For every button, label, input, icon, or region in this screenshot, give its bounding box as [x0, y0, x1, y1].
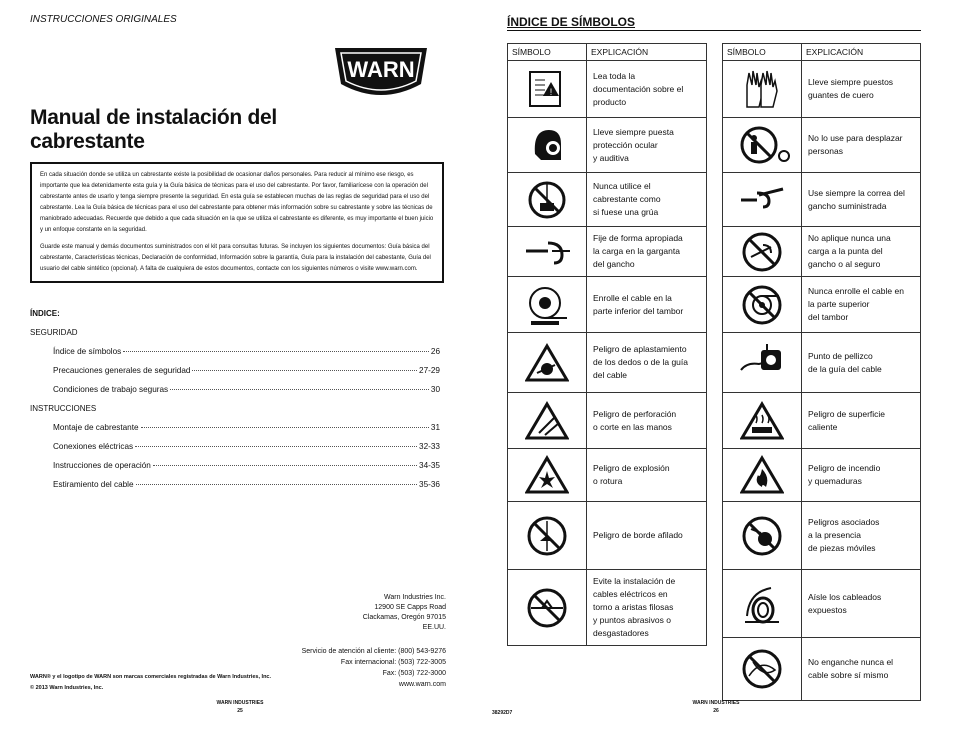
explosion-warning-icon: [508, 449, 587, 502]
symbol-explanation: Peligro de borde afilado: [587, 502, 707, 570]
symbol-explanation: Peligro de perforación o corte en las manos: [587, 393, 707, 449]
col-header-explanation: EXPLICACIÓN: [587, 44, 707, 61]
symbol-explanation: No aplique nunca una carga a la punta del gancho o al seguro: [802, 227, 921, 277]
crush-warning-icon: [508, 333, 587, 393]
symbol-explanation: Peligros asociados a la presencia de piezas móviles: [802, 502, 921, 570]
symbol-explanation: Punto de pellizco de la guía del cable: [802, 333, 921, 393]
toc-entry[interactable]: Condiciones de trabajo seguras 30: [53, 385, 440, 394]
document-code: 38292D7: [492, 710, 513, 716]
symbol-explanation: Enrolle el cable en la parte inferior del tambor: [587, 277, 707, 333]
section-title: ÍNDICE DE SÍMBOLOS: [507, 15, 636, 29]
pinch-point-icon: [723, 333, 802, 393]
toc-entry[interactable]: Instrucciones de operación 34-35: [53, 461, 440, 470]
page-title: Manual de instalación del cabrestante: [30, 106, 277, 153]
toc-entry[interactable]: Montaje de cabrestante 31: [53, 423, 440, 432]
toc-entry[interactable]: Índice de símbolos 26: [53, 347, 440, 356]
page-header: INSTRUCCIONES ORIGINALES: [30, 14, 177, 25]
no-drum-top-icon: [723, 277, 802, 333]
intro-paragraph: En cada situación donde se utiliza un cabrestante existe la posibilidad de ocasionar daños personales. Para reducir al mínimo ese riesgo, es importante que lea detenidamente esta guía y la Guía básica de técnicas para el uso del cabrestante. Por favor, familiarícese con la operación del cabrestante antes de usarlo y tenga siempre presente la seguridad. En esta guía se establecen muchas de las reglas de seguridad para el uso del cabrestante. Lea la Guía básica de técnicas para el uso del cabrestante para obtener más información sobre su cabrestante y sobre las técnicas de maniobrado adecuadas. Recuerde que debido a que cada situación en la que se utiliza el cabrestante es diferente, es muy importante el buen juicio y un enfoque constante en la seguridad.: [40, 172, 434, 233]
col-header-explanation: EXPLICACIÓN: [802, 44, 921, 61]
footer-right: WARN INDUSTRIES 26: [676, 699, 756, 715]
symbol-explanation: Nunca enrolle el cable en la parte superior del tambor: [802, 277, 921, 333]
symbol-explanation: Fije de forma apropiada la carga en la garganta del gancho: [587, 227, 707, 277]
no-hook-tip-icon: [723, 227, 802, 277]
no-people-icon: [723, 118, 802, 173]
toc-title: ÍNDICE:: [30, 309, 60, 318]
symbol-explanation: Lea toda la documentación sobre el producto: [587, 61, 707, 118]
warn-logo: [333, 44, 429, 102]
symbol-explanation: Lleve siempre puestos guantes de cuero: [802, 61, 921, 118]
cable-routing-icon: [508, 570, 587, 646]
footer-left: WARN INDUSTRIES 25: [200, 699, 280, 715]
symbols-table-right: [722, 43, 921, 701]
symbol-explanation: Aísle los cableados expuestos: [802, 570, 921, 638]
symbol-explanation: No lo use para desplazar personas: [802, 118, 921, 173]
svg-text:!: !: [549, 87, 553, 97]
no-crane-icon: [508, 173, 587, 227]
no-wrap-icon: [723, 638, 802, 701]
cut-warning-icon: [508, 393, 587, 449]
moving-parts-icon: [723, 502, 802, 570]
page-number: 25: [237, 708, 243, 714]
title-rule: [507, 30, 921, 31]
symbol-explanation: Peligro de explosión o rotura: [587, 449, 707, 502]
sharp-edge-icon: [508, 502, 587, 570]
intro-paragraph: Guarde este manual y demás documentos suministrados con el kit para consultas futuras. Se incluyen los siguientes documentos: Guía básica del cabrestante, Características técnicas, Declaración de conformidad, Información sobre la garantía, Guía para la instalación del cabestante, Guía del usuario del cable sintético (opcional). A falta de cualquiera de estos documentos, contacte con los siguientes números o visite www.warn.com.: [40, 244, 431, 272]
company-address: Warn Industries Inc. 12900 SE Capps Road Clackamas, Oregón 97015 EE.UU.: [362, 594, 446, 631]
insulate-wires-icon: [723, 570, 802, 638]
col-header-symbol: SÍMBOLO: [723, 44, 802, 61]
hot-surface-icon: [723, 393, 802, 449]
intro-box: [30, 162, 444, 283]
toc-section-seguridad: SEGURIDAD: [30, 328, 78, 337]
toc-entry[interactable]: Precauciones generales de seguridad 27-29: [53, 366, 440, 375]
toc-section-instrucciones: INSTRUCCIONES: [30, 404, 97, 413]
symbol-explanation: Peligro de incendio y quemaduras: [802, 449, 921, 502]
symbol-explanation: Peligro de superficie caliente: [802, 393, 921, 449]
symbols-table-left: [507, 43, 707, 646]
symbol-explanation: Evite la instalación de cables eléctricos en torno a aristas filosas y puntos abrasivos o desgastadores: [587, 570, 707, 646]
symbol-explanation: Lleve siempre puesta protección ocular y auditiva: [587, 118, 707, 173]
hook-strap-icon: [723, 173, 802, 227]
website-link[interactable]: www.warn.com: [398, 681, 446, 688]
page-number: 26: [713, 708, 719, 714]
svg-text:WARN: WARN: [347, 57, 415, 82]
manual-icon: [508, 61, 587, 118]
toc-entry[interactable]: Estiramiento del cable 35-36: [53, 480, 440, 489]
fire-warning-icon: [723, 449, 802, 502]
hook-throat-icon: [508, 227, 587, 277]
trademark-notice: WARN® y el logotipo de WARN son marcas comerciales registradas de Warn Industries, Inc. © 2013 Warn Industries, Inc.: [30, 674, 272, 691]
symbol-explanation: No enganche nunca el cable sobre sí mismo: [802, 638, 921, 701]
symbol-explanation: Nunca utilice el cabrestante como si fuese una grúa: [587, 173, 707, 227]
symbol-explanation: Use siempre la correa del gancho suministrada: [802, 173, 921, 227]
gloves-icon: [723, 61, 802, 118]
toc-entry[interactable]: Conexiones eléctricas 32-33: [53, 442, 440, 451]
drum-bottom-icon: [508, 277, 587, 333]
helmet-icon: [508, 118, 587, 173]
service-contacts: Servicio de atención al cliente: (800) 543-9276 Fax internacional: (503) 722-3005 Fax: (503) 722-3000 www.warn.com: [216, 646, 446, 690]
col-header-symbol: SÍMBOLO: [508, 44, 587, 61]
symbol-explanation: Peligro de aplastamiento de los dedos o de la guía del cable: [587, 333, 707, 393]
